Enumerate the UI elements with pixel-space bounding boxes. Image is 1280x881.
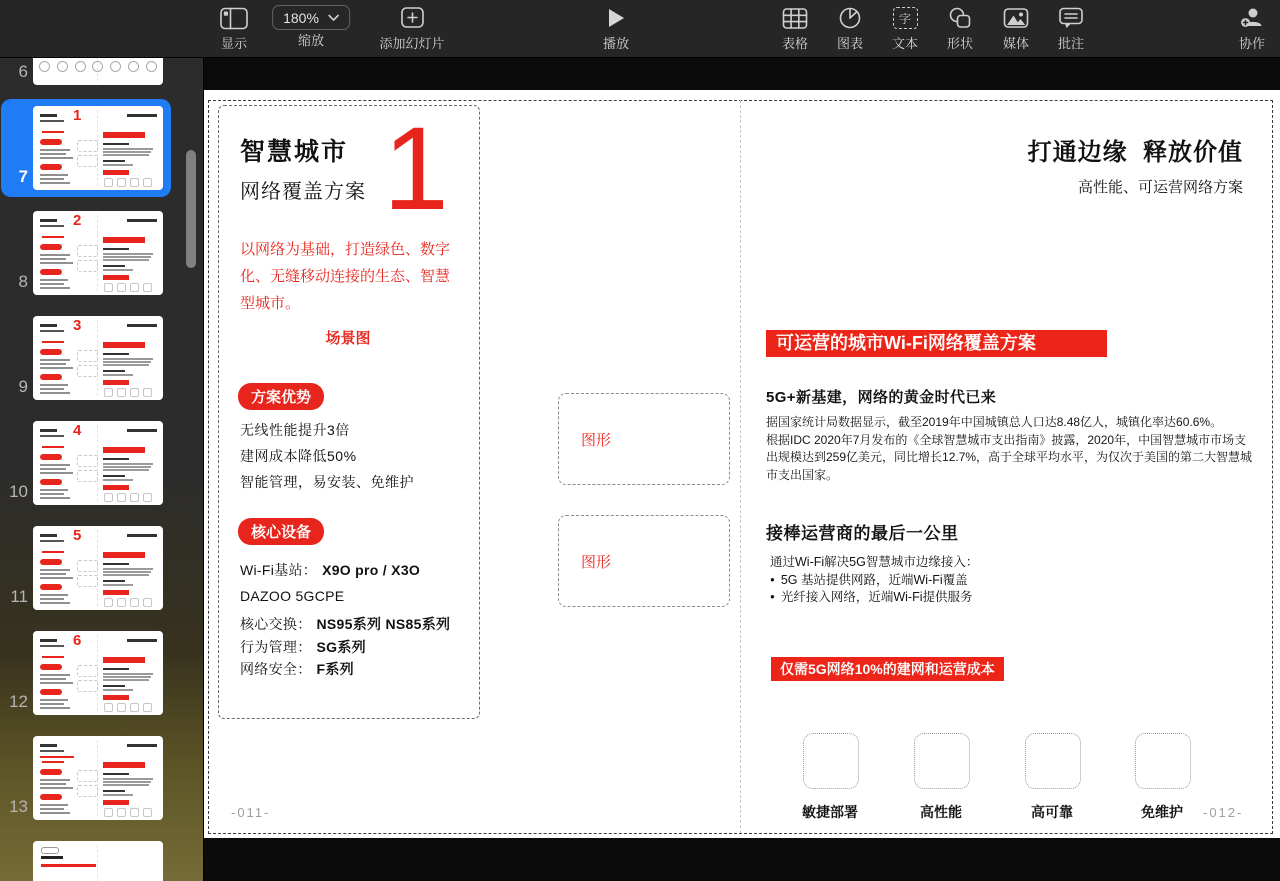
device-item[interactable]: 核心交换： NS95系列 NS85系列 [240,616,451,632]
bullet-item[interactable]: ● 光纤接入网络，近端Wi-Fi提供服务 [770,590,973,604]
paragraph: 据国家统计局数据显示，截至2019年中国城镇总人口达8.48亿人，城镇化率达60.6%。 [766,415,1223,429]
slide-thumbnail[interactable] [33,841,163,881]
chevron-down-icon [328,14,339,21]
sidebar-scrollbar[interactable] [186,150,196,268]
page-number-left: -011- [231,805,271,820]
play-icon [606,3,626,33]
text-box-icon: 字 [892,3,917,33]
chart-button[interactable]: 图表 [837,3,863,52]
slide-number: 8 [18,272,28,291]
feature-icon-placeholder[interactable] [914,733,970,789]
table-icon [782,3,809,33]
right-title[interactable]: 打通边缘 释放价值 [1027,139,1243,166]
slide-thumbnail-item[interactable] [0,526,203,610]
table-button[interactable]: 表格 [782,3,809,52]
big-number[interactable]: 1 [383,103,449,235]
view-button[interactable]: 显示 [219,3,249,52]
feature-label: 敏捷部署 [802,804,858,820]
device-item[interactable]: DAZOO 5GCPE [240,588,345,604]
feature-icon-placeholder[interactable] [1135,733,1191,789]
add-slide-button[interactable]: 添加幻灯片 [379,3,444,52]
shape-button[interactable]: 形状 [947,3,973,52]
section2-intro[interactable]: 通过Wi-Fi解决5G智慧城市边缘接入： [770,555,979,569]
feature-label: 免维护 [1141,804,1183,820]
device-item[interactable]: 行为管理： SG系列 [240,639,366,655]
zoom-control[interactable]: 180% 缩放 [272,3,350,49]
slide-navigator [0,57,204,881]
slide-number: 7 [18,167,28,186]
red-banner-headline[interactable]: 可运营的城市Wi-Fi网络覆盖方案 [766,330,1107,357]
current-slide[interactable] [203,90,1280,838]
feature-label: 高可靠 [1031,804,1073,820]
slide-number: 12 [9,692,28,711]
slide-thumbnail[interactable]: 2 [33,211,163,295]
scene-image-label[interactable]: 场景图 [325,330,371,347]
device-item[interactable]: Wi-Fi基站： X9O pro / X3O [240,562,421,578]
slide-thumbnail[interactable]: 6 [33,631,163,715]
slide-canvas [203,57,1280,881]
shape-placeholder[interactable]: 图形 [558,515,730,607]
slide-thumbnail-item[interactable] [0,736,203,820]
red-banner-cost[interactable]: 仅需5G网络10%的建网和运营成本 [771,657,1004,681]
slide-thumbnail[interactable]: 1 [33,106,163,190]
section1-title[interactable]: 5G+新基建，网络的黄金时代已来 [766,389,997,406]
slide-number: 13 [9,797,28,816]
feature-label: 高性能 [920,804,962,820]
comment-button[interactable]: 批注 [1058,3,1084,52]
media-button[interactable]: 媒体 [1003,3,1030,52]
toolbar [0,0,1280,58]
slide-number: 9 [18,377,28,396]
slide-thumbnail-item[interactable] [0,631,203,715]
text-button[interactable]: 字 文本 [892,3,918,52]
advantage-item[interactable]: 无线性能提升3倍 [240,422,350,438]
slide-thumbnail-item[interactable] [0,57,203,85]
feature-icon-placeholder[interactable] [803,733,859,789]
paragraph: 根据IDC 2020年7月发布的《全球智慧城市支出指南》披露，2020年，中国智慧城市市场支出规模达到259亿美元，同比增长12.7%，高于全球平均水平，为仅次于美国的第二大智慧城市支出国家。 [766,432,1253,482]
media-image-icon [1003,3,1030,33]
view-sidebar-icon [219,3,249,33]
slide-subtitle[interactable]: 网络覆盖方案 [240,181,366,203]
shape-placeholder[interactable]: 图形 [558,393,730,485]
advantage-item[interactable]: 智能管理，易安装、免维护 [240,474,414,490]
play-button[interactable]: 播放 [603,3,629,52]
device-item[interactable]: 网络安全： F系列 [240,661,354,677]
slide-title[interactable]: 智慧城市 [240,138,349,166]
devices-badge[interactable]: 核心设备 [238,518,324,545]
zoom-dropdown[interactable]: 180% [272,5,350,30]
center-divider [740,100,741,833]
intro-text[interactable]: 以网络为基础，打造绿色、数字化、无缝移动连接的生态、智慧型城市。 [240,241,451,312]
section2-title[interactable]: 接棒运营商的最后一公里 [766,524,959,543]
bullet-dot: ● [770,592,775,601]
advantages-badge[interactable]: 方案优势 [238,383,324,410]
section1-paragraphs[interactable] [766,414,1255,484]
slide-thumbnail-item[interactable] [0,421,203,505]
slide-number: 10 [9,482,28,501]
pie-chart-icon [838,3,862,33]
slide-thumbnail[interactable] [33,57,163,85]
slide-thumbnail[interactable]: 4 [33,421,163,505]
slide-number: 11 [10,587,28,606]
slide-thumbnail-item[interactable] [0,106,203,190]
slide-thumbnail-item[interactable] [0,211,203,295]
collaborate-person-icon [1239,3,1265,33]
slide-thumbnail[interactable] [33,736,163,820]
bullet-item[interactable]: ● 5G 基站提供网路，近端Wi-Fi覆盖 [770,573,968,587]
comment-bubble-icon [1058,3,1084,33]
slide-thumbnail[interactable]: 3 [33,316,163,400]
collaborate-button[interactable]: 协作 [1239,3,1265,52]
slide-thumbnail[interactable]: 5 [33,526,163,610]
right-subtitle[interactable]: 高性能、可运营网络方案 [1077,179,1243,196]
slide-number: 6 [18,62,28,81]
shapes-icon [947,3,973,33]
slide-thumbnail-item[interactable] [0,316,203,400]
page-number-right: -012- [1203,805,1244,820]
slide-thumbnail-item[interactable] [0,841,203,881]
feature-icon-placeholder[interactable] [1025,733,1081,789]
bullet-dot: ● [770,575,775,584]
add-slide-icon [399,3,425,33]
advantage-item[interactable]: 建网成本降低50% [240,448,357,464]
